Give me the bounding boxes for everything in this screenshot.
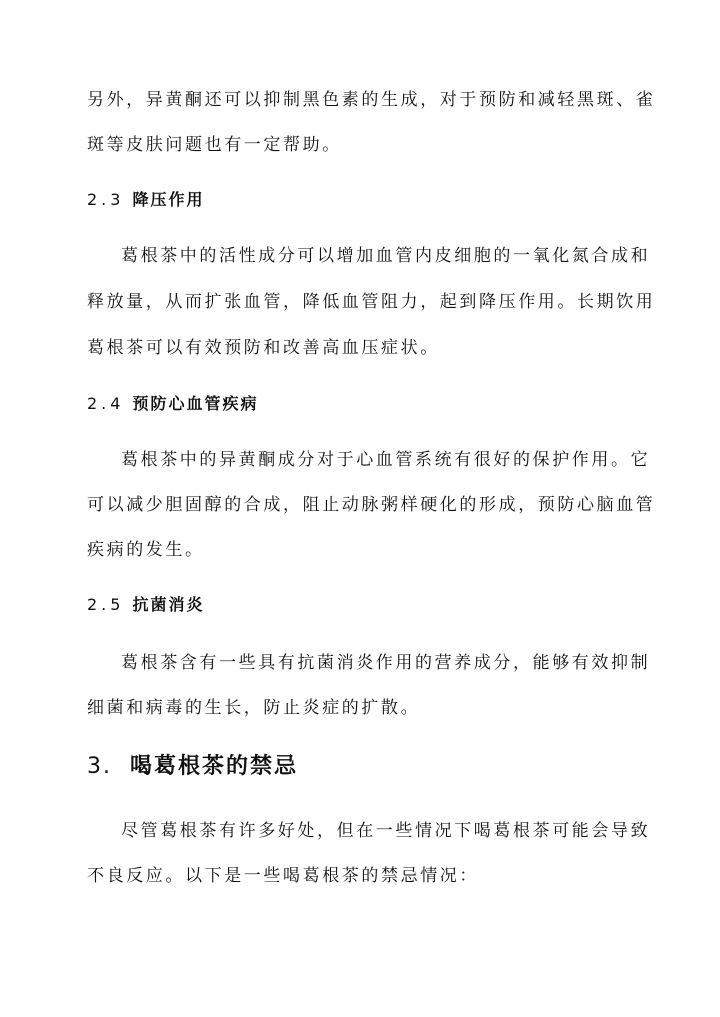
paragraph-line: 葛根茶含有一些具有抗菌消炎作用的营养成分，能够有效抑制 <box>121 653 651 673</box>
paragraph-line: 尽管葛根茶有许多好处，但在一些情况下喝葛根茶可能会导致 <box>121 821 651 841</box>
section-number: 2.4 <box>87 394 125 413</box>
paragraph-line: 葛根茶中的异黄酮成分对于心血管系统有很好的保护作用。它 <box>121 450 651 470</box>
paragraph-line: 不良反应。以下是一些喝葛根茶的禁忌情况： <box>87 866 479 886</box>
paragraph-line: 释放量，从而扩张血管，降低血管阻力，起到降压作用。长期饮用 <box>87 292 656 312</box>
paragraph-line: 细菌和病毒的生长，防止炎症的扩散。 <box>87 698 421 718</box>
chapter-heading <box>87 752 298 782</box>
section-number: 2.5 <box>87 595 125 614</box>
section-title: 降压作用 <box>132 190 205 209</box>
paragraph-line: 可以减少胆固醇的合成，阻止动脉粥样硬化的形成，预防心脑血管 <box>87 495 656 515</box>
paragraph-line: 葛根茶中的活性成分可以增加血管内皮细胞的一氧化氮合成和 <box>121 246 651 266</box>
paragraph-line: 疾病的发生。 <box>87 540 205 560</box>
paragraph-line: 斑等皮肤问题也有一定帮助。 <box>87 135 342 155</box>
section-title: 抗菌消炎 <box>132 595 205 614</box>
paragraph-line: 另外，异黄酮还可以抑制黑色素的生成，对于预防和减轻黑斑、雀 <box>87 90 656 110</box>
section-heading <box>87 393 258 415</box>
section-heading <box>87 189 204 211</box>
chapter-number: 3. <box>87 754 112 779</box>
section-title: 预防心血管疾病 <box>132 394 259 413</box>
chapter-title: 喝葛根茶的禁忌 <box>130 754 299 779</box>
section-heading <box>87 594 204 616</box>
section-number: 2.3 <box>87 190 125 209</box>
paragraph-line: 葛根茶可以有效预防和改善高血压症状。 <box>87 338 440 358</box>
